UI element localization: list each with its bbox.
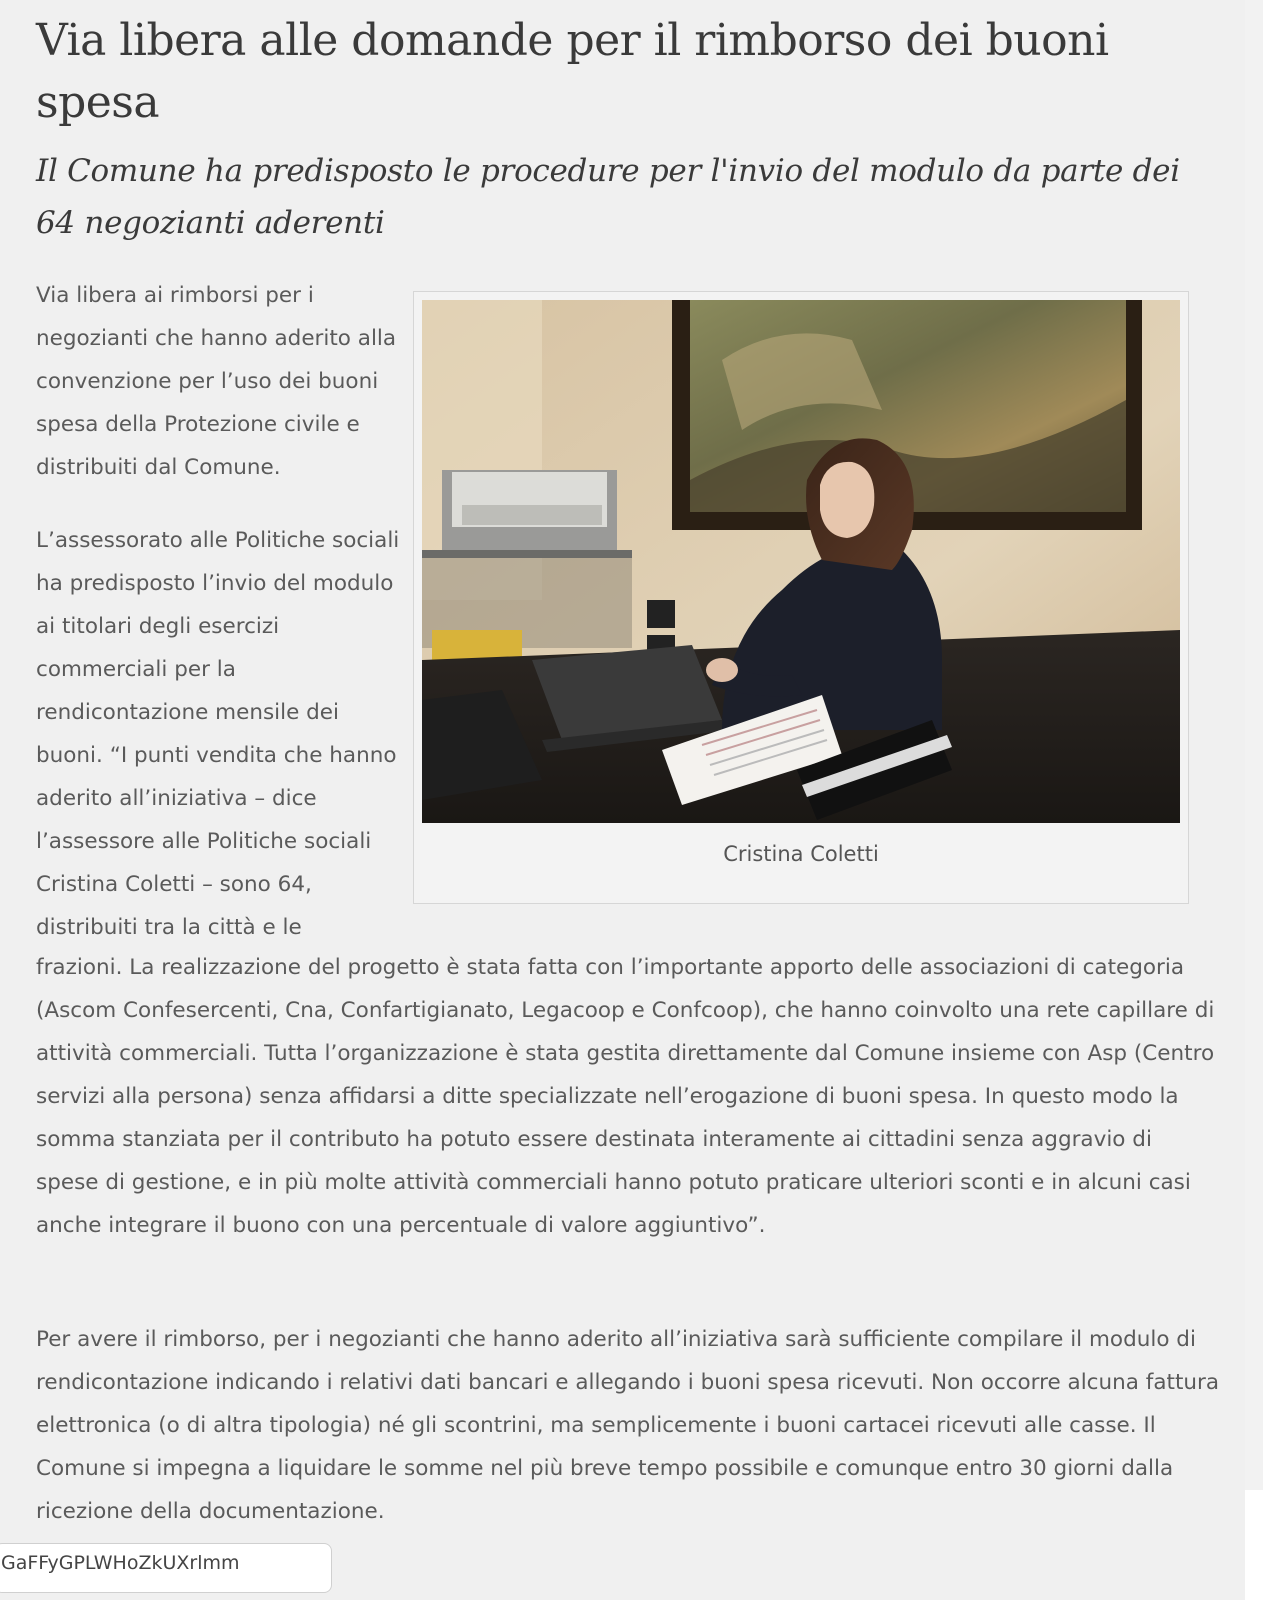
article-left-column xyxy=(36,274,401,979)
article-subheadline: Il Comune ha predisposto le procedure per l'invio del modulo da parte dei 64 negozianti aderenti xyxy=(36,153,1180,241)
url-chip-text: GaFFyGPLWHoZkUXrlmm xyxy=(1,1552,240,1574)
figure-caption: Cristina Coletti xyxy=(723,842,879,866)
url-chip[interactable] xyxy=(0,1543,332,1593)
article-paragraph-2-start: L’assessorato alle Politiche sociali ha predisposto l’invio del modulo ai titolari degli esercizi commerciali per la rendicontazione mensile dei buoni. “I punti vendita che hanno aderito all’iniziativa – dice l’assessore alle Politiche sociali Cristina Coletti – sono 64, distribuiti tra la città e le xyxy=(36,528,400,940)
article-paragraph-3: Per avere il rimborso, per i negozianti che hanno aderito all’iniziativa sarà sufficiente compilare il modulo di rendicontazione indicando i relativi dati bancari e allegando i buoni spesa ricevuti. Non occorre alcuna fattura elettronica (o di altra tipologia) né gli scontrini, ma semplicemente i buoni cartacei ricevuti alle casse. Il Comune si impegna a liquidare le somme nel più breve tempo possibile e comunque entro 30 giorni dalla ricezione della documentazione. xyxy=(36,1327,1220,1524)
article-figure xyxy=(413,291,1189,904)
article-paragraph-1: Via libera ai rimborsi per i negozianti che hanno aderito alla convenzione per l’uso dei buoni spesa della Protezione civile e distribuiti dal Comune. xyxy=(36,283,397,480)
article-paragraph-2-end: frazioni. La realizzazione del progetto è stata fatta con l’importante apporto delle associazioni di categoria (Ascom Confesercenti, Cna, Confartigianato, Legacoop e Confcoop), che hanno coinvolto una rete capillare di attività commerciali. Tutta l’organizzazione è stata gestita direttamente dal Comune insieme con Asp (Centro servizi alla persona) senza affidarsi a ditte specializzate nell’erogazione di buoni spesa. In questo modo la somma stanziata per il contributo ha potuto essere destinata interamente ai cittadini senza aggravio di spese di gestione, e in più molte attività commerciali hanno potuto praticare ulteriori sconti e in alcuni casi anche integrare il buono con una percentuale di valore aggiuntivo”. xyxy=(36,955,1215,1238)
office-photo xyxy=(422,300,1180,823)
article-headline: Via libera alle domande per il rimborso dei buoni spesa xyxy=(36,15,1109,128)
